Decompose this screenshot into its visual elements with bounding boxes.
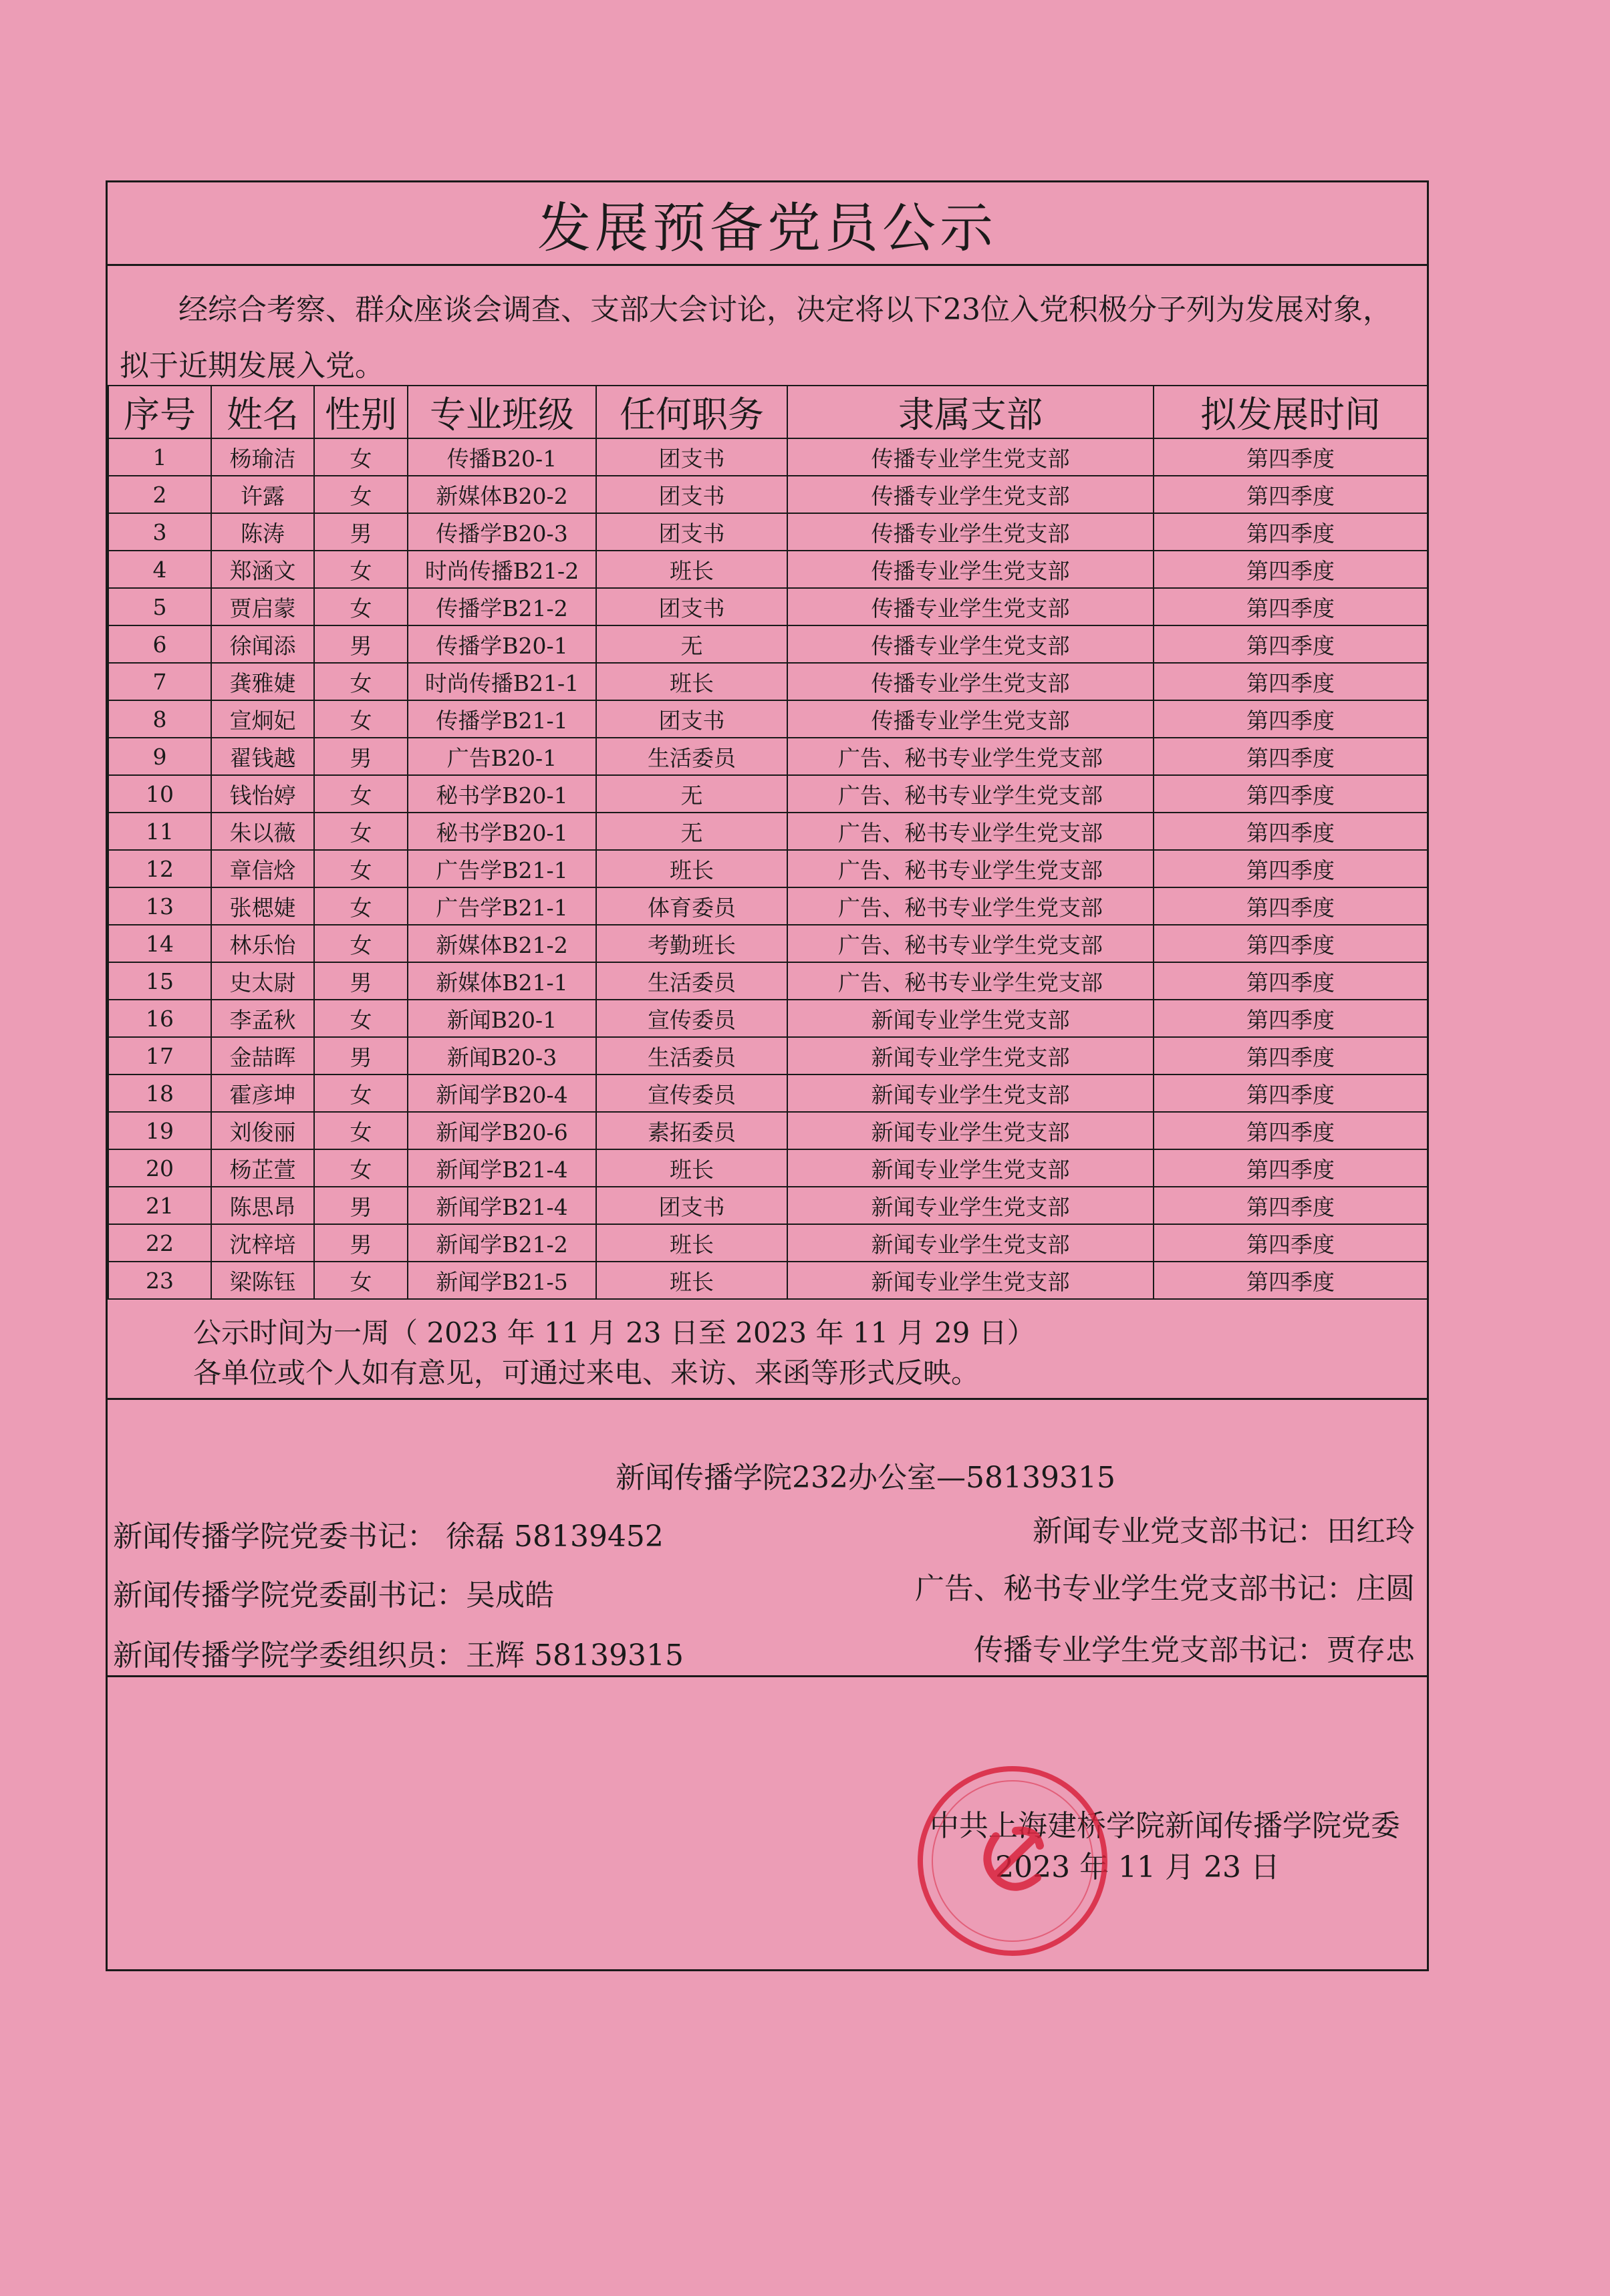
cell-index: 12: [108, 850, 211, 887]
cell-index: 5: [108, 588, 211, 625]
cell-branch: 传播专业学生党支部: [787, 625, 1154, 663]
cell-gender: 女: [314, 850, 408, 887]
signing-date: 2023 年 11 月 23 日: [995, 1850, 1280, 1884]
cell-name: 刘俊丽: [211, 1112, 314, 1149]
table-row: [108, 1037, 1428, 1074]
cell-branch: 广告、秘书专业学生党支部: [787, 925, 1154, 962]
party-secretary: 新闻传播学院党委书记： 徐磊 58139452: [113, 1520, 664, 1554]
cell-position: 宣传委员: [596, 1074, 787, 1112]
cell-position: 素拓委员: [596, 1112, 787, 1149]
cell-time: 第四季度: [1154, 1000, 1428, 1037]
cell-position: 班长: [596, 551, 787, 588]
cell-branch: 广告、秘书专业学生党支部: [787, 850, 1154, 887]
cell-position: 班长: [596, 663, 787, 700]
cell-gender: 女: [314, 925, 408, 962]
cell-index: 4: [108, 551, 211, 588]
header-position: 任何职务: [596, 386, 787, 438]
table-body: [108, 438, 1428, 1299]
cell-gender: 男: [314, 513, 408, 551]
cell-gender: 女: [314, 813, 408, 850]
cell-name: 沈梓培: [211, 1224, 314, 1262]
cell-class: 时尚传播B21-1: [408, 663, 596, 700]
cell-time: 第四季度: [1154, 850, 1428, 887]
cell-branch: 传播专业学生党支部: [787, 663, 1154, 700]
cell-index: 21: [108, 1187, 211, 1224]
cell-class: 传播学B21-1: [408, 700, 596, 738]
cell-gender: 男: [314, 962, 408, 1000]
cell-position: 团支书: [596, 476, 787, 513]
header-name: 姓名: [211, 386, 314, 438]
cell-class: 新闻学B20-4: [408, 1074, 596, 1112]
header-index: 序号: [108, 386, 211, 438]
cell-class: 新闻学B21-4: [408, 1187, 596, 1224]
cell-index: 13: [108, 887, 211, 925]
cell-gender: 男: [314, 625, 408, 663]
cell-position: 考勤班长: [596, 925, 787, 962]
notice-frame: [106, 180, 1429, 1971]
cell-index: 15: [108, 962, 211, 1000]
cell-position: 团支书: [596, 1187, 787, 1224]
cell-position: 无: [596, 625, 787, 663]
cell-index: 2: [108, 476, 211, 513]
cell-time: 第四季度: [1154, 476, 1428, 513]
cell-position: 生活委员: [596, 962, 787, 1000]
cell-time: 第四季度: [1154, 738, 1428, 775]
cell-gender: 女: [314, 700, 408, 738]
cell-branch: 新闻专业学生党支部: [787, 1112, 1154, 1149]
cell-name: 钱怡婷: [211, 775, 314, 813]
cell-time: 第四季度: [1154, 663, 1428, 700]
cell-branch: 传播专业学生党支部: [787, 513, 1154, 551]
cell-gender: 女: [314, 1112, 408, 1149]
cell-branch: 广告、秘书专业学生党支部: [787, 775, 1154, 813]
cell-time: 第四季度: [1154, 775, 1428, 813]
cell-position: 班长: [596, 850, 787, 887]
cell-position: 班长: [596, 1224, 787, 1262]
cell-time: 第四季度: [1154, 925, 1428, 962]
office-contact: 新闻传播学院232办公室—58139315: [616, 1461, 1115, 1495]
cell-name: 杨芷萱: [211, 1149, 314, 1187]
cell-position: 生活委员: [596, 738, 787, 775]
table-row: [108, 476, 1428, 513]
cell-branch: 新闻专业学生党支部: [787, 1037, 1154, 1074]
cell-time: 第四季度: [1154, 700, 1428, 738]
official-seal-stamp: [916, 1764, 1109, 1958]
cell-branch: 广告、秘书专业学生党支部: [787, 738, 1154, 775]
cell-branch: 传播专业学生党支部: [787, 438, 1154, 476]
header-class: 专业班级: [408, 386, 596, 438]
cell-branch: 广告、秘书专业学生党支部: [787, 813, 1154, 850]
cell-branch: 传播专业学生党支部: [787, 588, 1154, 625]
cell-name: 龚雅婕: [211, 663, 314, 700]
table-row: [108, 1224, 1428, 1262]
cell-class: 广告B20-1: [408, 738, 596, 775]
cell-index: 6: [108, 625, 211, 663]
cell-branch: 传播专业学生党支部: [787, 551, 1154, 588]
cell-gender: 女: [314, 438, 408, 476]
cell-index: 18: [108, 1074, 211, 1112]
cell-branch: 传播专业学生党支部: [787, 476, 1154, 513]
cell-time: 第四季度: [1154, 962, 1428, 1000]
signature-block: [108, 1677, 1427, 2011]
notice-block: [108, 1300, 1427, 1400]
cell-gender: 女: [314, 887, 408, 925]
cell-gender: 女: [314, 1074, 408, 1112]
table-row: [108, 1074, 1428, 1112]
comm-branch-secretary: 传播专业学生党支部书记：贾存忠: [974, 1633, 1415, 1667]
cell-class: 传播学B20-3: [408, 513, 596, 551]
cell-gender: 女: [314, 1149, 408, 1187]
table-row: [108, 738, 1428, 775]
table-row: [108, 700, 1428, 738]
cell-index: 10: [108, 775, 211, 813]
table-row: [108, 1149, 1428, 1187]
news-branch-secretary: 新闻专业党支部书记：田红玲: [1033, 1514, 1415, 1548]
cell-gender: 女: [314, 1262, 408, 1299]
cell-name: 李孟秋: [211, 1000, 314, 1037]
cell-branch: 新闻专业学生党支部: [787, 1074, 1154, 1112]
cell-index: 7: [108, 663, 211, 700]
cell-class: 秘书学B20-1: [408, 813, 596, 850]
table-row: [108, 925, 1428, 962]
cell-time: 第四季度: [1154, 588, 1428, 625]
cell-index: 22: [108, 1224, 211, 1262]
header-branch: 隶属支部: [787, 386, 1154, 438]
cell-branch: 广告、秘书专业学生党支部: [787, 887, 1154, 925]
cell-position: 宣传委员: [596, 1000, 787, 1037]
cell-position: 无: [596, 775, 787, 813]
cell-time: 第四季度: [1154, 1187, 1428, 1224]
cell-class: 传播B20-1: [408, 438, 596, 476]
header-time: 拟发展时间: [1154, 386, 1428, 438]
cell-class: 广告学B21-1: [408, 850, 596, 887]
cell-index: 20: [108, 1149, 211, 1187]
cell-gender: 男: [314, 1187, 408, 1224]
cell-index: 16: [108, 1000, 211, 1037]
header-gender: 性别: [314, 386, 408, 438]
table-row: [108, 513, 1428, 551]
cell-name: 杨瑜洁: [211, 438, 314, 476]
cell-name: 霍彦坤: [211, 1074, 314, 1112]
cell-name: 徐闻添: [211, 625, 314, 663]
cell-position: 体育委员: [596, 887, 787, 925]
cell-branch: 新闻专业学生党支部: [787, 1224, 1154, 1262]
cell-class: 广告学B21-1: [408, 887, 596, 925]
cell-class: 传播学B20-1: [408, 625, 596, 663]
cell-class: 新闻学B21-5: [408, 1262, 596, 1299]
cell-time: 第四季度: [1154, 438, 1428, 476]
cell-index: 17: [108, 1037, 211, 1074]
cell-position: 班长: [596, 1262, 787, 1299]
cell-branch: 传播专业学生党支部: [787, 700, 1154, 738]
ad-branch-secretary: 广告、秘书专业学生党支部书记：庄圆: [915, 1572, 1415, 1606]
page-title: 发展预备党员公示: [108, 182, 1427, 266]
table-row: [108, 438, 1428, 476]
cell-index: 8: [108, 700, 211, 738]
cell-branch: 新闻专业学生党支部: [787, 1149, 1154, 1187]
cell-index: 9: [108, 738, 211, 775]
table-row: [108, 887, 1428, 925]
cell-name: 翟钱越: [211, 738, 314, 775]
cell-name: 林乐怡: [211, 925, 314, 962]
table-row: [108, 1187, 1428, 1224]
table-row: [108, 551, 1428, 588]
cell-time: 第四季度: [1154, 1074, 1428, 1112]
cell-name: 章信焓: [211, 850, 314, 887]
table-row: [108, 1262, 1428, 1299]
cell-time: 第四季度: [1154, 887, 1428, 925]
cell-time: 第四季度: [1154, 1224, 1428, 1262]
cell-time: 第四季度: [1154, 1149, 1428, 1187]
cell-class: 新闻B20-3: [408, 1037, 596, 1074]
cell-name: 贾启蒙: [211, 588, 314, 625]
cell-branch: 新闻专业学生党支部: [787, 1000, 1154, 1037]
signing-organization: 中共上海建桥学院新闻传播学院党委: [930, 1809, 1400, 1843]
cell-name: 梁陈钰: [211, 1262, 314, 1299]
cell-time: 第四季度: [1154, 813, 1428, 850]
candidate-table: [108, 385, 1428, 1300]
cell-position: 团支书: [596, 700, 787, 738]
cell-name: 史太尉: [211, 962, 314, 1000]
cell-class: 新闻学B21-2: [408, 1224, 596, 1262]
cell-class: 新媒体B20-2: [408, 476, 596, 513]
cell-name: 金喆晖: [211, 1037, 314, 1074]
cell-position: 团支书: [596, 513, 787, 551]
cell-position: 无: [596, 813, 787, 850]
table-row: [108, 625, 1428, 663]
cell-gender: 男: [314, 738, 408, 775]
cell-name: 宣炯妃: [211, 700, 314, 738]
table-row: [108, 1000, 1428, 1037]
cell-class: 秘书学B20-1: [408, 775, 596, 813]
contacts-block: [108, 1400, 1427, 1677]
cell-gender: 女: [314, 1000, 408, 1037]
table-row: [108, 813, 1428, 850]
cell-name: 张楒婕: [211, 887, 314, 925]
cell-gender: 男: [314, 1037, 408, 1074]
cell-gender: 男: [314, 1224, 408, 1262]
cell-branch: 新闻专业学生党支部: [787, 1187, 1154, 1224]
cell-class: 传播学B21-2: [408, 588, 596, 625]
cell-index: 1: [108, 438, 211, 476]
cell-time: 第四季度: [1154, 1037, 1428, 1074]
deputy-secretary: 新闻传播学院党委副书记：吴成皓: [113, 1578, 554, 1612]
cell-index: 11: [108, 813, 211, 850]
notice-feedback: 各单位或个人如有意见，可通过来电、来访、来函等形式反映。: [193, 1356, 980, 1389]
notice-period: 公示时间为一周（ 2023 年 11 月 23 日至 2023 年 11 月 29 日）: [193, 1316, 1035, 1349]
table-row: [108, 1112, 1428, 1149]
cell-class: 新媒体B21-1: [408, 962, 596, 1000]
table-row: [108, 775, 1428, 813]
cell-time: 第四季度: [1154, 1112, 1428, 1149]
table-row: [108, 663, 1428, 700]
cell-index: 3: [108, 513, 211, 551]
cell-name: 陈思昂: [211, 1187, 314, 1224]
cell-gender: 女: [314, 588, 408, 625]
cell-branch: 新闻专业学生党支部: [787, 1262, 1154, 1299]
cell-branch: 广告、秘书专业学生党支部: [787, 962, 1154, 1000]
cell-gender: 女: [314, 775, 408, 813]
cell-index: 14: [108, 925, 211, 962]
cell-time: 第四季度: [1154, 551, 1428, 588]
cell-class: 新闻B20-1: [408, 1000, 596, 1037]
cell-gender: 女: [314, 551, 408, 588]
cell-name: 朱以薇: [211, 813, 314, 850]
organizer: 新闻传播学院学委组织员：王辉 58139315: [113, 1638, 684, 1673]
cell-class: 新闻学B20-6: [408, 1112, 596, 1149]
cell-gender: 女: [314, 476, 408, 513]
cell-name: 陈涛: [211, 513, 314, 551]
cell-time: 第四季度: [1154, 625, 1428, 663]
cell-position: 生活委员: [596, 1037, 787, 1074]
cell-class: 新媒体B21-2: [408, 925, 596, 962]
table-row: [108, 962, 1428, 1000]
cell-position: 团支书: [596, 588, 787, 625]
cell-class: 时尚传播B21-2: [408, 551, 596, 588]
cell-index: 19: [108, 1112, 211, 1149]
cell-class: 新闻学B21-4: [408, 1149, 596, 1187]
table-row: [108, 850, 1428, 887]
cell-position: 班长: [596, 1149, 787, 1187]
table-row: [108, 588, 1428, 625]
cell-position: 团支书: [596, 438, 787, 476]
cell-gender: 女: [314, 663, 408, 700]
cell-name: 郑涵文: [211, 551, 314, 588]
cell-name: 许露: [211, 476, 314, 513]
intro-paragraph: 经综合考察、群众座谈会调查、支部大会讨论，决定将以下23位入党积极分子列为发展对象，拟于近期发展入党。: [120, 293, 1392, 383]
cell-index: 23: [108, 1262, 211, 1299]
cell-time: 第四季度: [1154, 1262, 1428, 1299]
cell-time: 第四季度: [1154, 513, 1428, 551]
